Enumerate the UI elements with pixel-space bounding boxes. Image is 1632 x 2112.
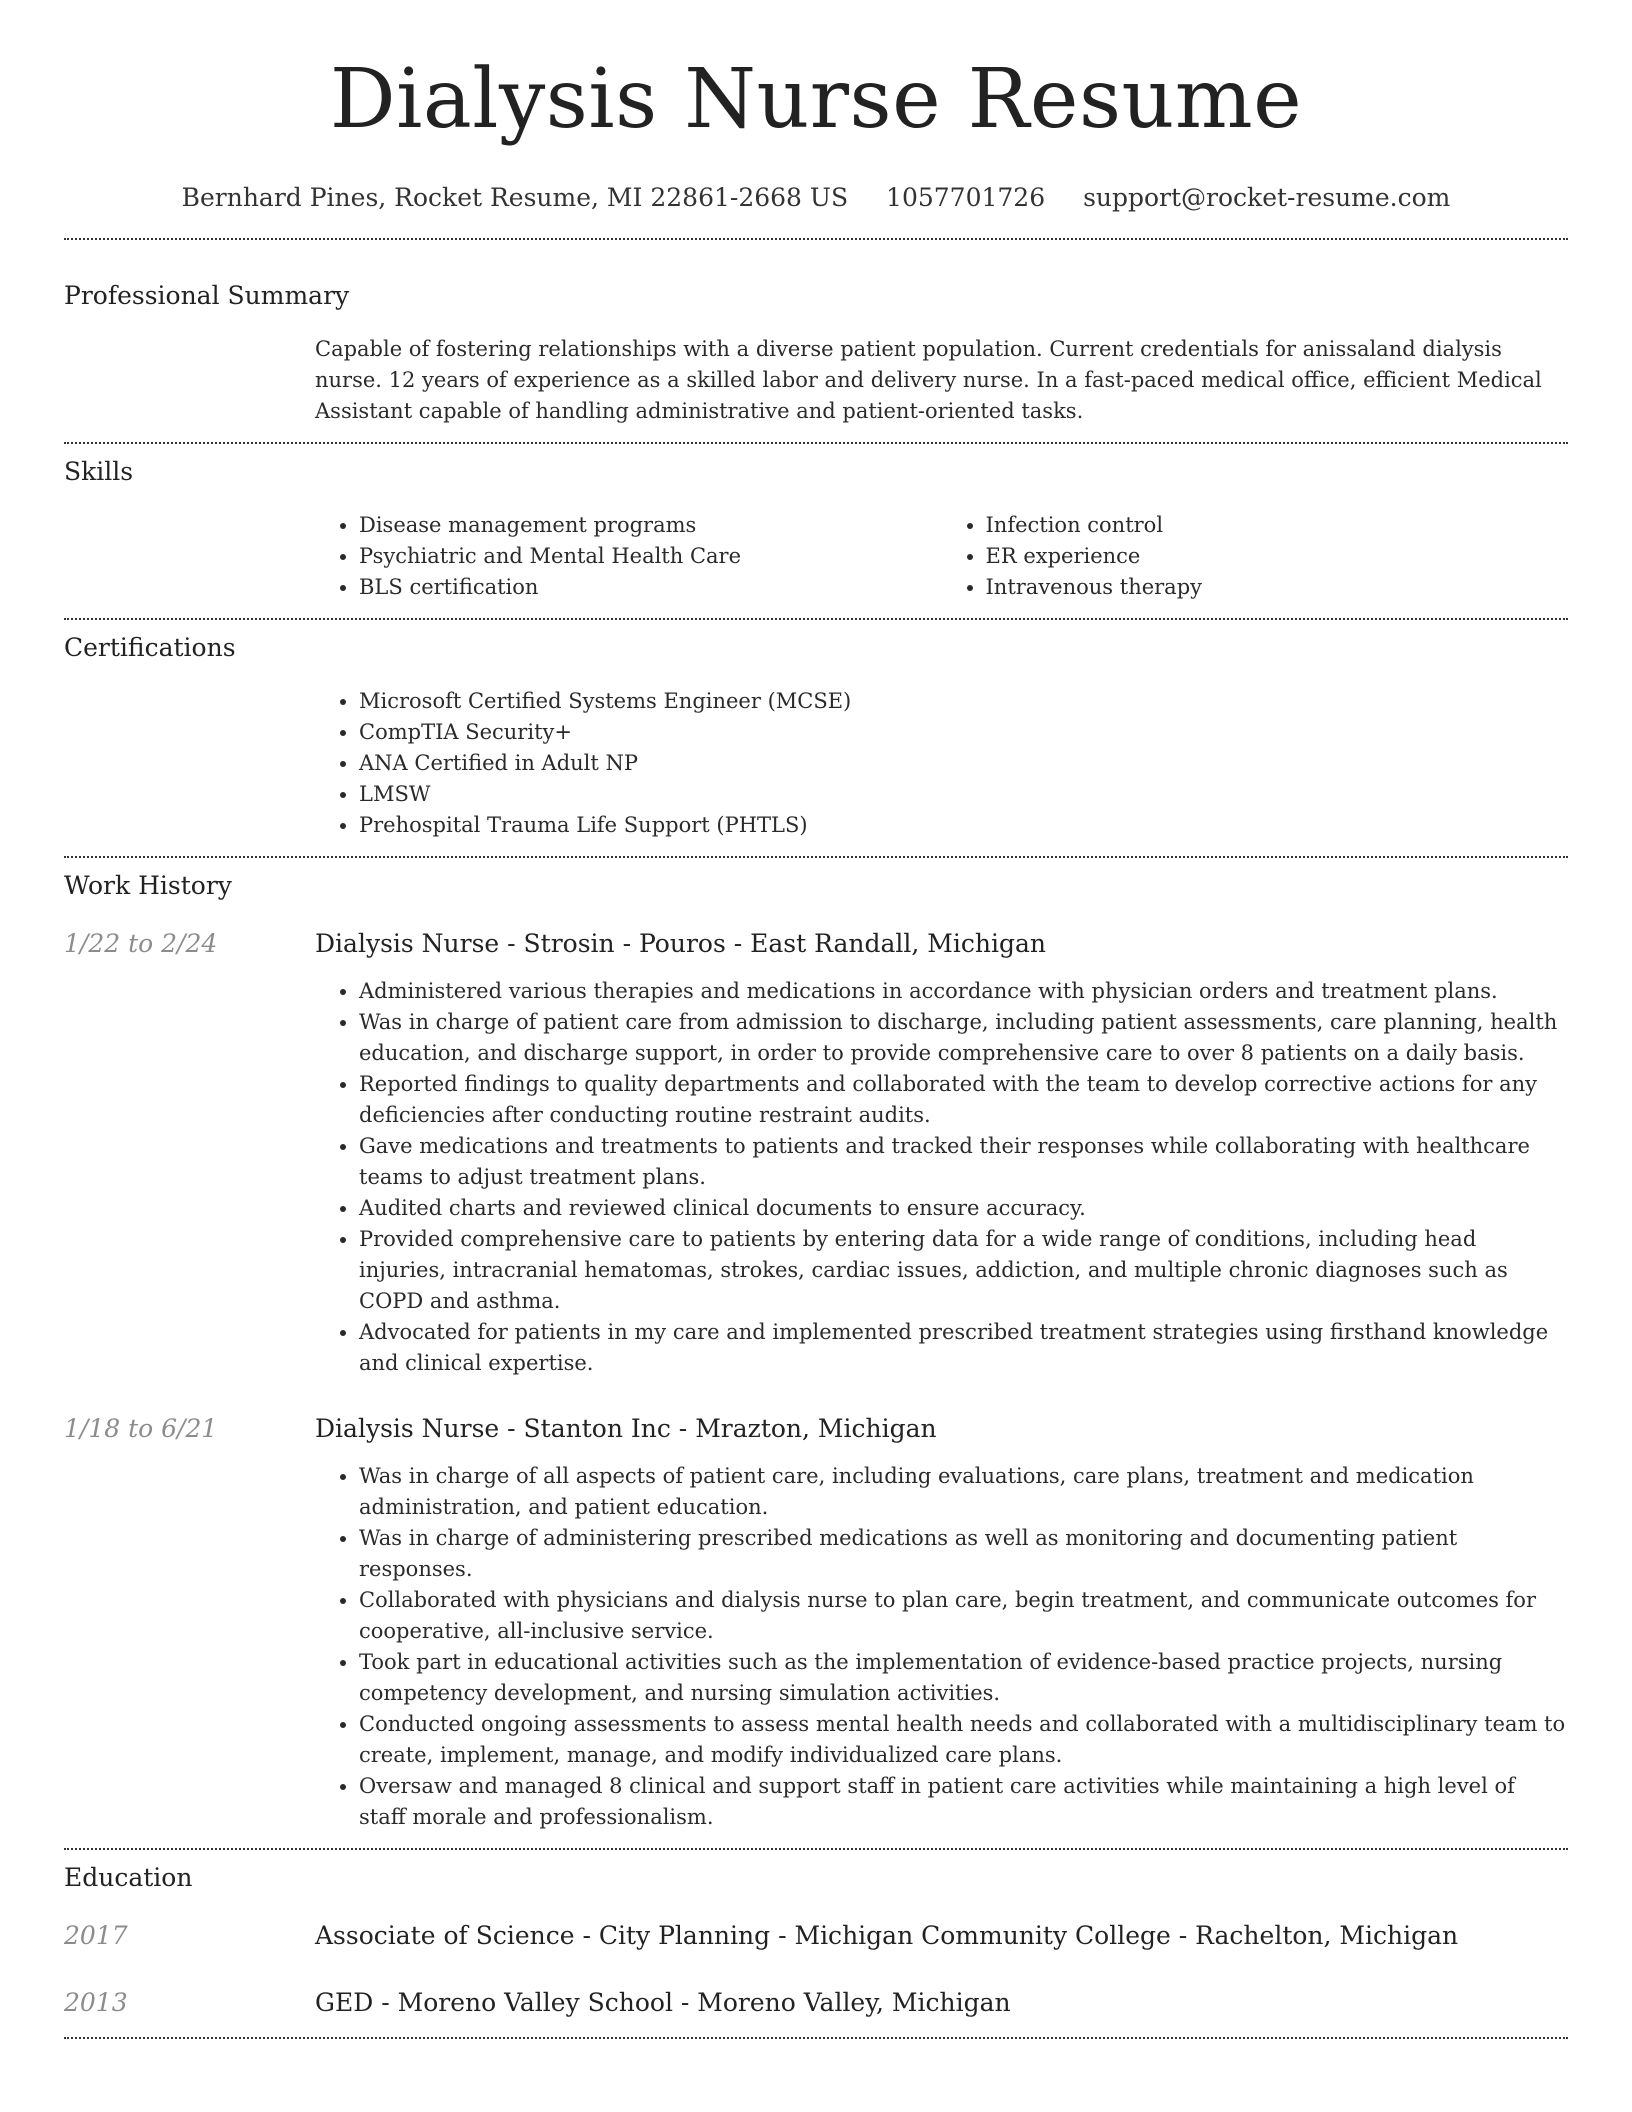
job-bullet: • Advocated for patients in my care and implemented prescribed treatment strategies using firsthand knowledge and clinical expertise. xyxy=(359,1317,1568,1379)
skill-item: • Disease management programs xyxy=(359,510,942,541)
education-entry xyxy=(64,1987,1568,2019)
skills-column-right xyxy=(942,510,1569,603)
skill-item: • BLS certification xyxy=(359,572,942,603)
job-entry xyxy=(64,1413,1568,1833)
skills-list xyxy=(315,510,1568,603)
education-text: GED - Moreno Valley School - Moreno Valley, Michigan xyxy=(315,1988,1011,2017)
education-year: 2017 xyxy=(64,1921,128,1950)
job-bullet: • Reported findings to quality departments and collaborated with the team to develop corrective actions for any deficiencies after conducting routine restraint audits. xyxy=(359,1069,1568,1131)
certifications-list xyxy=(315,686,1568,841)
job-bullet: • Took part in educational activities such as the implementation of evidence-based practice projects, nursing competency development, and nursing simulation activities. xyxy=(359,1647,1568,1709)
job-title: Dialysis Nurse - Strosin - Pouros - East Randall, Michigan xyxy=(315,929,1047,958)
certification-item: • LMSW xyxy=(359,779,1568,810)
contact-address: Bernhard Pines, Rocket Resume, MI 22861-2668 US xyxy=(181,183,849,212)
job-bullet-list xyxy=(315,976,1568,1379)
certification-item: • Prehospital Trauma Life Support (PHTLS) xyxy=(359,810,1568,841)
job-bullet: • Conducted ongoing assessments to assess mental health needs and collaborated with a multidisciplinary team to create, implement, manage, and modify individualized care plans. xyxy=(359,1709,1568,1771)
certification-item: • ANA Certified in Adult NP xyxy=(359,748,1568,779)
job-bullet: • Administered various therapies and medications in accordance with physician orders and treatment plans. xyxy=(359,976,1568,1007)
certifications-content xyxy=(315,686,1568,841)
skill-item: • Psychiatric and Mental Health Care xyxy=(359,541,942,572)
job-dates: 1/22 to 2/24 xyxy=(64,929,218,958)
job-bullet: • Was in charge of administering prescribed medications as well as monitoring and documenting patient responses. xyxy=(359,1523,1568,1585)
education-year: 2013 xyxy=(64,1988,128,2017)
job-bullets xyxy=(315,976,1568,1379)
education-section xyxy=(64,1850,1568,2019)
job-header-row xyxy=(64,928,1568,960)
page-title: Dialysis Nurse Resume xyxy=(329,52,1303,147)
work-section xyxy=(64,858,1568,1833)
skills-column-left xyxy=(315,510,942,603)
job-bullet: • Gave medications and treatments to patients and tracked their responses while collaborating with healthcare teams to adjust treatment plans. xyxy=(359,1131,1568,1193)
contact-email: support@rocket-resume.com xyxy=(1083,183,1451,212)
section-divider xyxy=(64,2037,1568,2039)
summary-heading: Professional Summary xyxy=(64,281,350,310)
job-entry xyxy=(64,928,1568,1379)
skill-item: • ER experience xyxy=(986,541,1569,572)
contact-phone: 1057701726 xyxy=(886,183,1046,212)
certifications-section xyxy=(64,620,1568,841)
certification-item: • Microsoft Certified Systems Engineer (MCSE) xyxy=(359,686,1568,717)
education-heading: Education xyxy=(64,1863,193,1892)
summary-text: Capable of fostering relationships with a diverse patient population. Current credentials for anissaland dialysis nurse. 12 years of experience as a skilled labor and delivery nurse. In a fast-paced medical office, efficient Medical Assistant capable of handling administrative and patient-oriented tasks. xyxy=(315,337,1542,423)
job-title: Dialysis Nurse - Stanton Inc - Mrazton, Michigan xyxy=(315,1414,937,1443)
education-entry xyxy=(64,1920,1568,1952)
job-bullet: • Was in charge of all aspects of patient care, including evaluations, care plans, treatment and medication administration, and patient education. xyxy=(359,1461,1568,1523)
summary-section xyxy=(64,240,1568,427)
job-bullet: • Collaborated with physicians and dialysis nurse to plan care, begin treatment, and communicate outcomes for cooperative, all-inclusive service. xyxy=(359,1585,1568,1647)
certification-item: • CompTIA Security+ xyxy=(359,717,1568,748)
job-dates: 1/18 to 6/21 xyxy=(64,1414,218,1443)
job-bullets xyxy=(315,1461,1568,1833)
job-bullet: • Provided comprehensive care to patients by entering data for a wide range of conditions, including head injuries, intracranial hematomas, strokes, cardiac issues, addiction, and multiple chronic diagnoses such as COPD and asthma. xyxy=(359,1224,1568,1317)
contact-line xyxy=(64,182,1568,214)
job-header-row xyxy=(64,1413,1568,1445)
education-text: Associate of Science - City Planning - Michigan Community College - Rachelton, Michigan xyxy=(315,1921,1459,1950)
summary-content xyxy=(315,334,1568,427)
skill-item: • Infection control xyxy=(986,510,1569,541)
work-heading: Work History xyxy=(64,871,232,900)
certifications-heading: Certifications xyxy=(64,633,236,662)
job-bullet: • Audited charts and reviewed clinical documents to ensure accuracy. xyxy=(359,1193,1568,1224)
job-bullet: • Was in charge of patient care from admission to discharge, including patient assessments, care planning, health education, and discharge support, in order to provide comprehensive care to over 8 patients on a daily basis. xyxy=(359,1007,1568,1069)
skills-section xyxy=(64,444,1568,603)
job-bullet: • Oversaw and managed 8 clinical and support staff in patient care activities while maintaining a high level of staff morale and professionalism. xyxy=(359,1771,1568,1833)
skill-item: • Intravenous therapy xyxy=(986,572,1569,603)
job-bullet-list xyxy=(315,1461,1568,1833)
resume-page xyxy=(64,0,1568,2039)
skills-heading: Skills xyxy=(64,457,134,486)
